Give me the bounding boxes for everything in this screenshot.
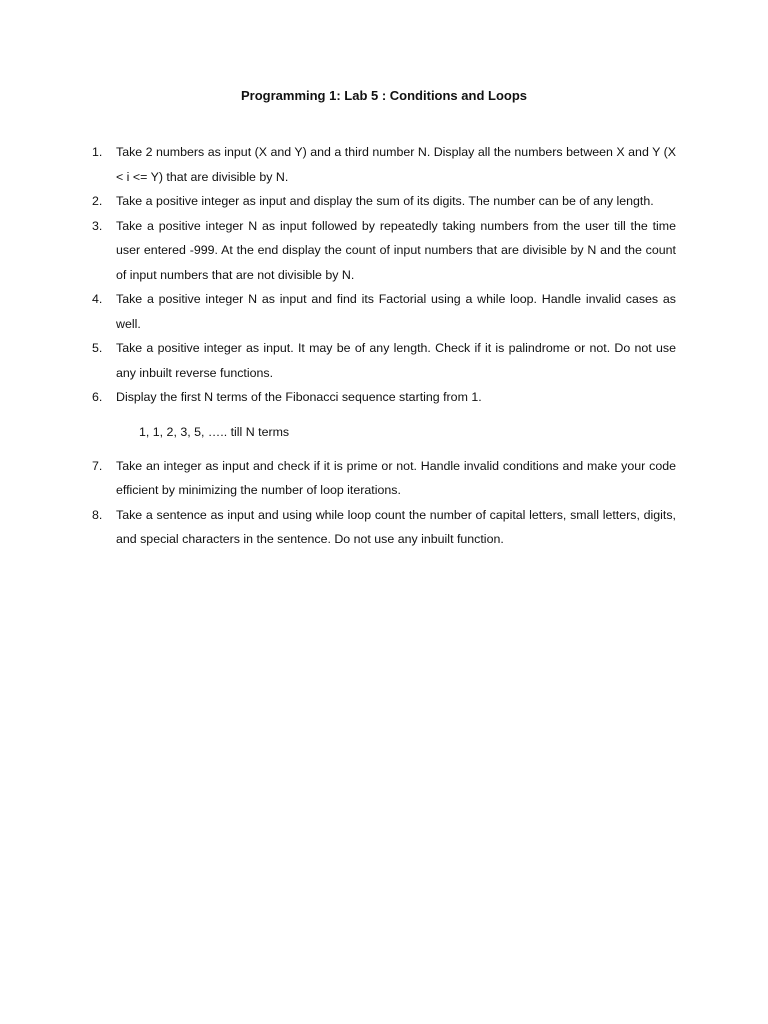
page-title: Programming 1: Lab 5 : Conditions and Loops xyxy=(240,88,527,103)
list-item xyxy=(92,287,676,336)
task-list xyxy=(92,140,676,552)
fibonacci-example: 1, 1, 2, 3, 5, ….. till N terms xyxy=(139,424,290,439)
list-item xyxy=(92,189,676,214)
item-text: Take a positive integer N as input followed by repeatedly taking numbers from the user till the time user entered -999. At the end display the count of input numbers that are divisible by N and the count of input numbers that are not divisible by N. xyxy=(116,218,676,282)
list-item xyxy=(92,140,676,189)
item-number: 4. xyxy=(92,292,103,306)
list-item xyxy=(92,214,676,288)
item-number: 2. xyxy=(92,194,103,208)
list-item xyxy=(92,503,676,552)
item-text: Take a sentence as input and using while loop count the number of capital letters, small letters, digits, and special characters in the sentence. Do not use any inbuilt function. xyxy=(116,507,676,546)
item-text: Take a positive integer as input. It may be of any length. Check if it is palindrome or not. Do not use any inbuilt reverse functions. xyxy=(116,341,676,380)
item-text: Take an integer as input and check if it is prime or not. Handle invalid conditions and make your code efficient by minimizing the number of loop iterations. xyxy=(116,458,676,497)
item-text: Display the first N terms of the Fibonacci sequence starting from 1. xyxy=(116,390,482,404)
list-item xyxy=(92,385,676,410)
item-text: Take a positive integer as input and display the sum of its digits. The number can be of any length. xyxy=(116,194,654,208)
item-number: 8. xyxy=(92,507,103,522)
item-number: 7. xyxy=(92,458,103,473)
item-text: Take a positive integer N as input and find its Factorial using a while loop. Handle invalid cases as well. xyxy=(116,292,676,331)
item-number: 1. xyxy=(92,145,103,159)
item-number: 5. xyxy=(92,341,103,355)
list-item xyxy=(92,336,676,385)
item-number: 3. xyxy=(92,218,103,233)
item-number: 6. xyxy=(92,390,103,404)
list-item xyxy=(92,454,676,503)
item-text: Take 2 numbers as input (X and Y) and a third number N. Display all the numbers between X and Y (X < i <= Y) that are divisible by N. xyxy=(116,145,676,184)
